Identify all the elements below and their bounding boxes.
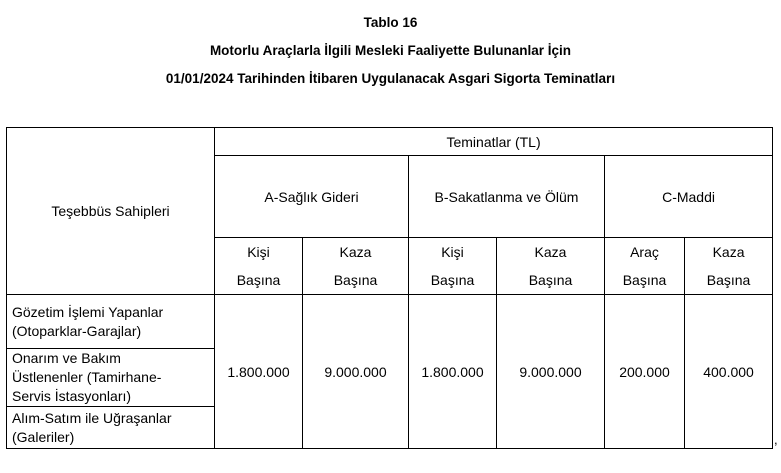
row-header: Teşebbüs Sahipleri: [51, 203, 170, 219]
category-b: B-Sakatlanma ve Ölüm: [434, 188, 579, 205]
subheader-line: Kişi: [247, 244, 270, 260]
subheader-cell: [497, 238, 605, 295]
category-b-cell: [409, 156, 605, 238]
row-label-line: Onarım ve Bakım: [12, 350, 121, 366]
subheader-cell: [685, 238, 773, 295]
group-header: Teminatlar (TL): [446, 133, 541, 150]
trailing-comma: ,: [774, 432, 778, 447]
title-block: [0, 9, 781, 93]
value-c-kaza: 400.000: [703, 363, 754, 380]
category-a-cell: [215, 156, 409, 238]
subheader-line: Başına: [333, 272, 378, 288]
value-b-kisi: 1.800.000: [421, 363, 484, 380]
subheader-line: Kişi: [441, 244, 464, 260]
category-a: A-Sağlık Gideri: [264, 188, 359, 205]
row-label-cell: [7, 295, 215, 349]
value-cell: [303, 295, 409, 449]
subheader-line: Başına: [528, 272, 573, 288]
value-b-kaza: 9.000.000: [519, 363, 582, 380]
value-cell: [215, 295, 303, 449]
row-label-line: (Otoparklar-Garajlar): [12, 322, 142, 339]
table-subtitle: 01/01/2024 Tarihinden İtibaren Uygulanacak Asgari Sigorta Teminatları: [165, 71, 616, 86]
insurance-table: [6, 127, 773, 449]
row-label-cell: [7, 349, 215, 407]
value-a-kaza: 9.000.000: [324, 363, 387, 380]
subheader-line: Kaza: [712, 244, 745, 260]
subheader-cell: [409, 238, 497, 295]
row-header-cell: [7, 128, 215, 295]
table-title: Motorlu Araçlarla İlgili Mesleki Faaliyette Bulunanlar İçin: [209, 43, 572, 58]
subheader-line: Başına: [706, 272, 751, 288]
category-c-cell: [605, 156, 773, 238]
value-cell: [497, 295, 605, 449]
subheader-line: Başına: [622, 272, 667, 288]
value-cell: [685, 295, 773, 449]
row-label-line: (Galeriler): [12, 428, 75, 445]
value-cell: [605, 295, 685, 449]
value-a-kisi: 1.800.000: [227, 363, 290, 380]
subheader-line: Kaza: [339, 244, 372, 260]
row-label-line: Gözetim İşlemi Yapanlar: [12, 303, 164, 320]
value-c-arac: 200.000: [619, 363, 670, 380]
subheader-cell: [303, 238, 409, 295]
subheader-cell: [605, 238, 685, 295]
row-label-line: Üstlenenler (Tamirhane-: [12, 369, 162, 385]
table-number: Tablo 16: [363, 15, 418, 30]
subheader-line: Araç: [630, 244, 659, 260]
subheader-line: Başına: [430, 272, 475, 288]
group-header-cell: [215, 128, 773, 156]
row-label-line: Alım-Satım ile Uğraşanlar: [12, 409, 172, 426]
row-label-cell: [7, 407, 215, 449]
value-cell: [409, 295, 497, 449]
subheader-cell: [215, 238, 303, 295]
subheader-line: Başına: [236, 272, 281, 288]
category-c: C-Maddi: [662, 188, 715, 205]
subheader-line: Kaza: [534, 244, 567, 260]
row-label-line: Servis İstasyonları): [12, 388, 132, 404]
